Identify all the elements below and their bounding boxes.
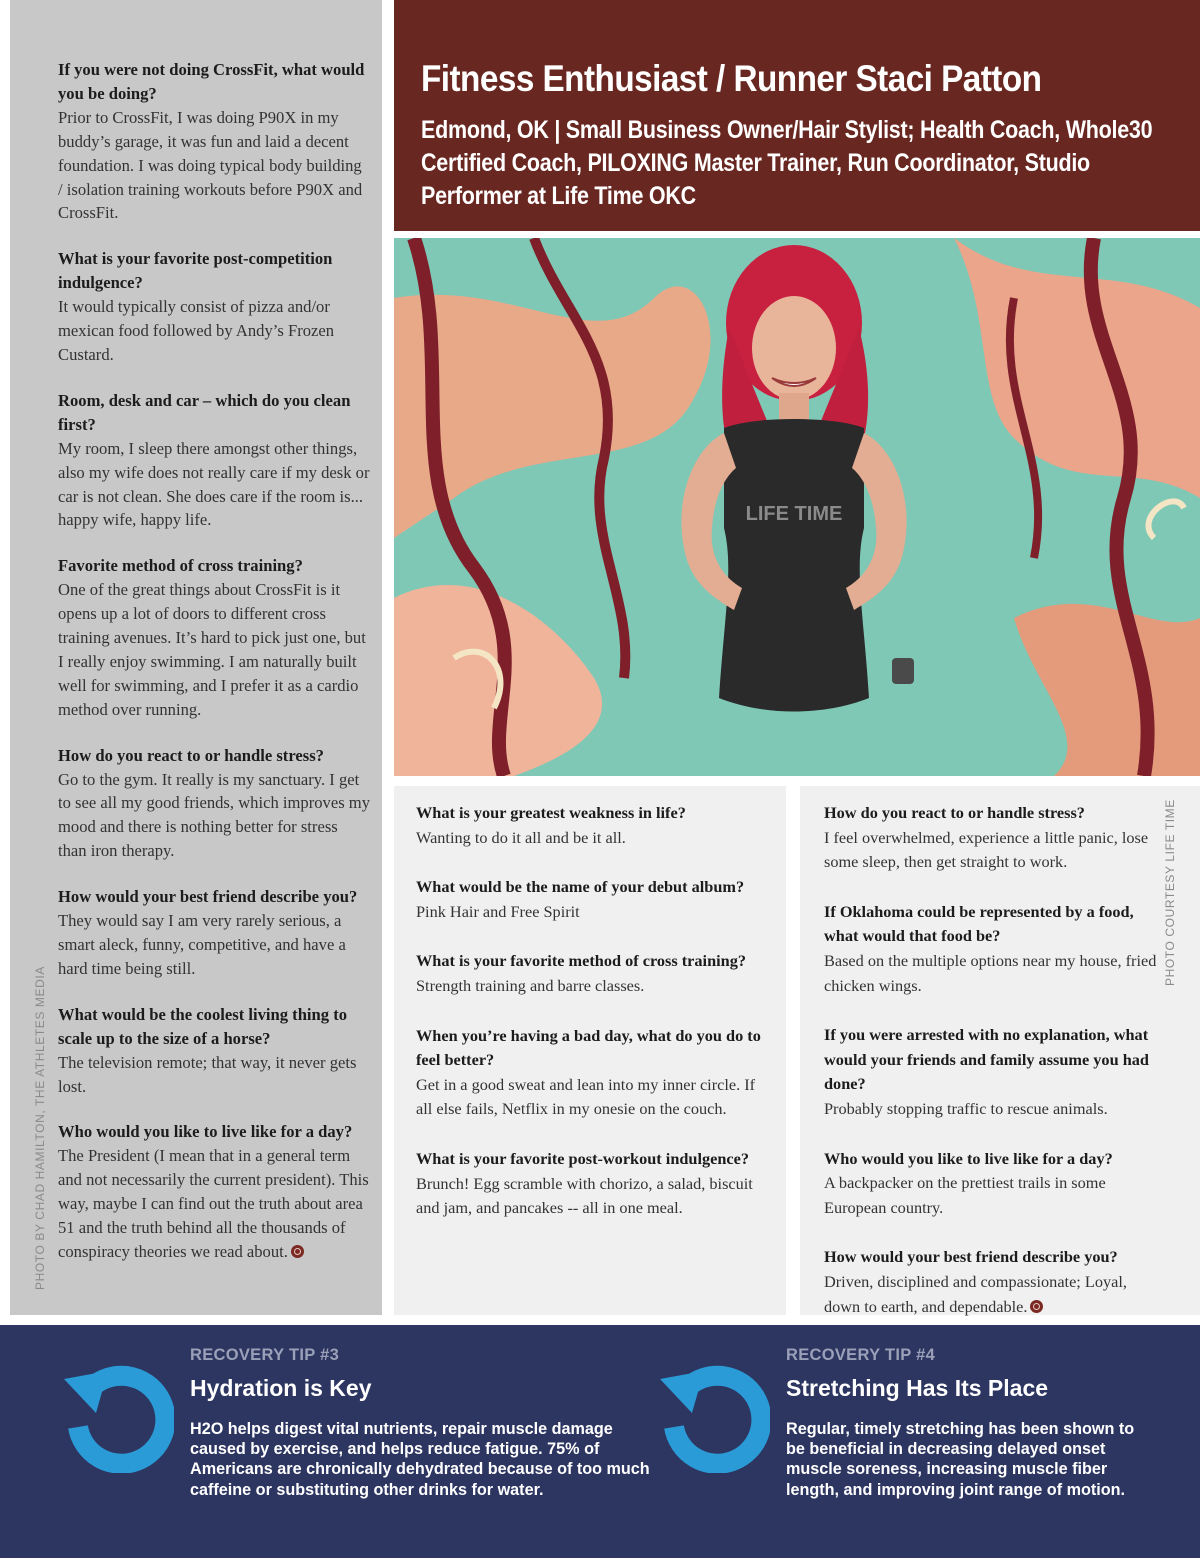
middle-interview-column	[394, 786, 786, 1315]
qa-item	[58, 554, 370, 721]
qa-item	[824, 900, 1164, 998]
qa-item	[58, 1120, 370, 1263]
question: When you’re having a bad day, what do you do to feel better?	[416, 1025, 761, 1070]
question: Who would you like to live like for a day?	[58, 1122, 353, 1142]
qa-item	[824, 1023, 1164, 1121]
question: How do you react to or handle stress?	[824, 803, 1085, 822]
right-interview-column	[800, 786, 1200, 1315]
photo-credit-left: PHOTO BY CHAD HAMILTON, THE ATHLETES MEDIA	[33, 966, 47, 1290]
answer: One of the great things about CrossFit is it opens up a lot of doors to different cross training avenues. It’s hard to pick just one, but I really enjoy swimming. I am naturally built well for swimming, and I prefer it as a cardio method over running.	[58, 580, 366, 719]
refresh-arrow-icon	[56, 1357, 174, 1473]
athlete-photo	[394, 238, 1200, 776]
profile-subtitle: Edmond, OK | Small Business Owner/Hair Stylist; Health Coach, Whole30 Certified Coach, PILOXING Master Trainer, Run Coordinator, Studio Performer at Life Time OKC	[421, 116, 1153, 210]
question: What would be the name of your debut album?	[416, 877, 745, 897]
shirt-logo: LIFE TIME	[745, 503, 843, 525]
answer: It would typically consist of pizza and/or mexican food followed by Andy’s Frozen Custard.	[58, 297, 335, 364]
question: What is your favorite post-workout indulgence?	[416, 1148, 750, 1168]
qa-item	[58, 58, 370, 225]
recovery-tip-3	[0, 1325, 650, 1558]
qa-item	[416, 801, 772, 850]
qa-item	[416, 875, 772, 924]
answer: Prior to CrossFit, I was doing P90X in my buddy’s garage, it was fun and laid a decent foundation. I was doing typical body building / isolation training workouts before P90X and CrossFit.	[58, 107, 363, 223]
answer: Strength training and barre classes.	[416, 975, 645, 995]
question: What is your favorite post-competition indulgence?	[58, 249, 333, 293]
right-qa-list	[824, 801, 1164, 1344]
answer: Driven, disciplined and compassionate; Loyal, down to earth, and dependable.	[824, 1271, 1127, 1316]
answer: Get in a good sweat and lean into my inner circle. If all else fails, Netflix in my onesie on the couch.	[416, 1074, 756, 1119]
question: What is your greatest weakness in life?	[416, 803, 686, 822]
answer: Brunch! Egg scramble with chorizo, a salad, biscuit and jam, and pancakes -- all in one meal.	[416, 1173, 753, 1218]
answer: My room, I sleep there amongst other things, also my wife does not really care if my desk or car is not clean. She does care if the room is... happy wife, happy life.	[58, 438, 370, 530]
tip-title: Stretching Has Its Place	[786, 1375, 1049, 1401]
recovery-tip-4	[600, 1325, 1200, 1558]
answer-wrap	[58, 1144, 370, 1264]
qa-item	[58, 1003, 370, 1099]
answer: A backpacker on the prettiest trails in some European country.	[824, 1173, 1106, 1217]
answer: Go to the gym. It really is my sanctuary. I get to see all my good friends, which improves my mood and there is nothing better for stress than iron therapy.	[58, 769, 370, 861]
qa-item	[824, 801, 1164, 875]
middle-qa-list	[416, 801, 772, 1246]
answer: Probably stopping traffic to rescue animals.	[824, 1098, 1108, 1118]
tip-label: RECOVERY TIP #4	[786, 1346, 936, 1364]
tip-label: RECOVERY TIP #3	[190, 1346, 340, 1364]
question: What is your favorite method of cross training?	[416, 951, 746, 971]
tip-title: Hydration is Key	[190, 1375, 372, 1401]
photo-credit-right: PHOTO COURTESY LIFE TIME	[1163, 799, 1177, 986]
answer-wrap	[824, 1270, 1164, 1319]
answer: I feel overwhelmed, experience a little panic, lose some sleep, then get straight to work.	[824, 827, 1149, 872]
question: How would your best friend describe you?	[824, 1247, 1118, 1267]
mural-portrait-illustration	[394, 238, 1200, 776]
question: If you were arrested with no explanation, what would your friends and family assume you had done?	[824, 1025, 1149, 1094]
question: Who would you like to live like for a day?	[824, 1148, 1113, 1168]
profile-header	[394, 0, 1200, 231]
answer: They would say I am very rarely serious, a smart aleck, funny, competitive, and have a hard time being still.	[58, 911, 346, 978]
qa-item	[58, 389, 370, 532]
qa-item	[58, 247, 370, 367]
qa-item	[824, 1147, 1164, 1221]
qa-item	[416, 1024, 772, 1122]
tip-body: H2O helps digest vital nutrients, repair muscle damage caused by exercise, and helps reduce fatigue. 75% of Americans are chronically dehydrated because of too much caffeine or substituting other drinks for water.	[190, 1420, 650, 1499]
tip-body: Regular, timely stretching has been shown to be beneficial in decreasing delayed onset muscle soreness, increasing muscle fiber length, and improving joint range of motion.	[786, 1420, 1135, 1499]
answer: The television remote; that way, it never gets lost.	[58, 1052, 357, 1096]
recovery-tips-banner	[0, 1325, 1200, 1558]
question: What would be the coolest living thing to scale up to the size of a horse?	[58, 1004, 348, 1048]
answer: Based on the multiple options near my house, fried chicken wings.	[824, 950, 1157, 995]
question: How would your best friend describe you?	[58, 887, 358, 907]
answer: The President (I mean that in a general term and not necessarily the current president). This way, maybe I can find out the truth about area 51 and the truth behind all the thousands of conspiracy theories we read about.	[58, 1146, 369, 1261]
page-title: Fitness Enthusiast / Runner Staci Patton	[421, 58, 1042, 99]
qa-item	[824, 1245, 1164, 1319]
qa-item	[416, 1147, 772, 1221]
question: Room, desk and car – which do you clean first?	[58, 390, 351, 434]
end-mark-icon	[291, 1245, 304, 1258]
end-mark-icon	[1030, 1300, 1043, 1313]
qa-item	[58, 744, 370, 864]
question: Favorite method of cross training?	[58, 556, 303, 576]
answer: Wanting to do it all and be it all.	[416, 827, 626, 847]
qa-item	[416, 949, 772, 998]
question: How do you react to or handle stress?	[58, 745, 324, 765]
left-interview-column	[10, 0, 382, 1315]
left-qa-list	[58, 58, 370, 1286]
refresh-arrow-icon	[652, 1357, 770, 1473]
answer: Pink Hair and Free Spirit	[416, 901, 580, 921]
question: If you were not doing CrossFit, what would you be doing?	[58, 60, 365, 103]
qa-item	[58, 885, 370, 981]
question: If Oklahoma could be represented by a food, what would that food be?	[824, 901, 1134, 946]
